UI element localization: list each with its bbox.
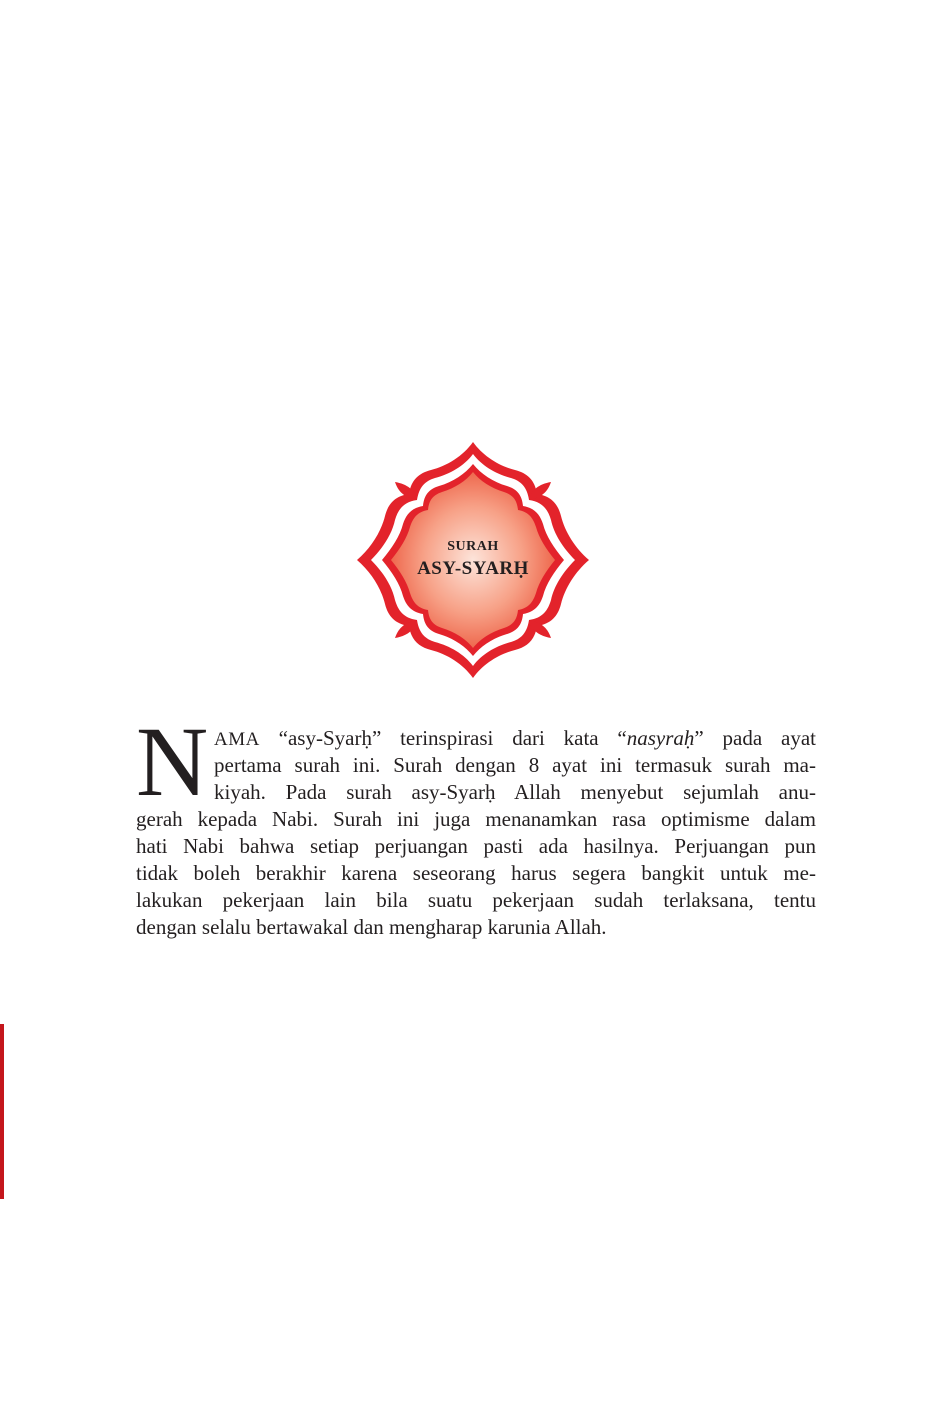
surah-label: SURAH: [447, 539, 499, 554]
line-1-italic: nasyraḥ: [626, 726, 695, 750]
paragraph-line: kiyah. Pada surah asy-Syarḥ Allah menyebut sejumlah anu-: [214, 780, 816, 804]
page-edge-accent: [0, 1024, 4, 1199]
paragraph-line: pertama surah ini. Surah dengan 8 ayat ini termasuk surah ma-: [214, 753, 816, 777]
paragraph-line: gerah kepada Nabi. Surah ini juga menanamkan rasa optimisme dalam: [136, 807, 816, 831]
line-1-after: ” pada ayat: [694, 726, 816, 750]
drop-cap: N: [136, 706, 209, 817]
paragraph-line: tidak boleh berakhir karena seseorang harus segera bangkit untuk me-: [136, 861, 816, 885]
line-1-before: “asy-Syarḥ” terinspirasi dari kata “: [259, 726, 627, 750]
first-caps: AMA: [214, 729, 260, 750]
surah-title: ASY-SYARḤ: [417, 558, 529, 579]
paragraph-line: [214, 725, 816, 752]
paragraph-line: lakukan pekerjaan lain bila suatu pekerjaan sudah terlaksana, tentu: [136, 888, 816, 912]
paragraph-line: hati Nabi bahwa setiap perjuangan pasti ada hasilnya. Perjuangan pun: [136, 834, 816, 858]
paragraph-line: dengan selalu bertawakal dan mengharap karunia Allah.: [136, 915, 607, 939]
surah-emblem: [355, 440, 591, 680]
paragraph: [136, 725, 816, 941]
